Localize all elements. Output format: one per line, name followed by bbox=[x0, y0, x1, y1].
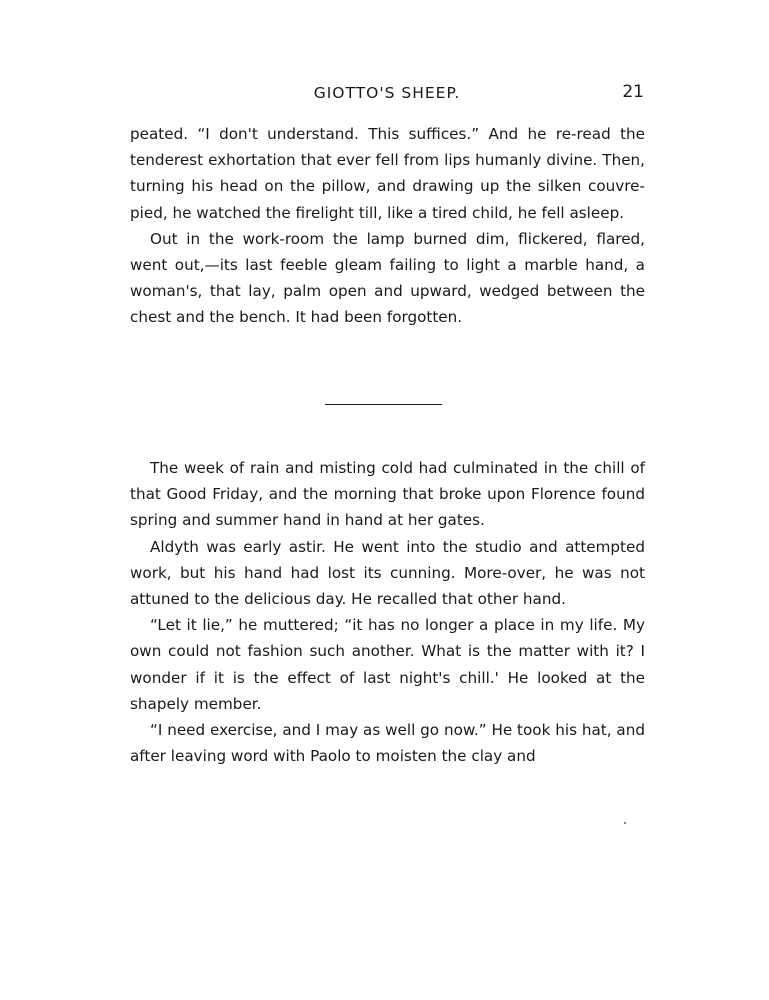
section-divider bbox=[325, 404, 442, 405]
page-number: 21 bbox=[622, 82, 644, 102]
paragraph: Out in the work-room the lamp burned dim, flickered, flared, went out,—its last feeble gleam failing to light a marble hand, a woman's, that lay, palm open and upward, wedged between the chest and the bench. It had been forgotten. bbox=[130, 229, 645, 327]
paragraph: “I need exercise, and I may as well go now.” He took his hat, and after leaving word with Paolo to moisten the clay and bbox=[130, 721, 645, 766]
paragraph: “Let it lie,” he muttered; “it has no longer a place in my life. My own could not fashion such another. What is the matter with it? I wonder if it is the effect of last night's chill.' He looked at the shapely member. bbox=[130, 616, 645, 713]
text-block-top bbox=[130, 121, 645, 331]
ink-speck bbox=[624, 822, 626, 824]
text-block-bottom bbox=[130, 455, 645, 769]
paragraph: Aldyth was early astir. He went into the studio and attempted work, but his hand had lost its cunning. More-over, he was not attuned to the delicious day. He recalled that other hand. bbox=[130, 537, 645, 609]
running-head bbox=[130, 84, 644, 108]
running-title: GIOTTO'S SHEEP. bbox=[313, 84, 461, 102]
paragraph-continued: peated. “I don't understand. This suffices.” And he re-read the tenderest exhortation that ever fell from lips humanly divine. Then, turning his head on the pillow, and drawing up the silken couvre-pied, he watched the firelight till, like a tired child, he fell asleep. bbox=[130, 125, 645, 222]
paragraph: The week of rain and misting cold had culminated in the chill of that Good Friday, and the morning that broke upon Florence found spring and summer hand in hand at her gates. bbox=[130, 459, 645, 530]
